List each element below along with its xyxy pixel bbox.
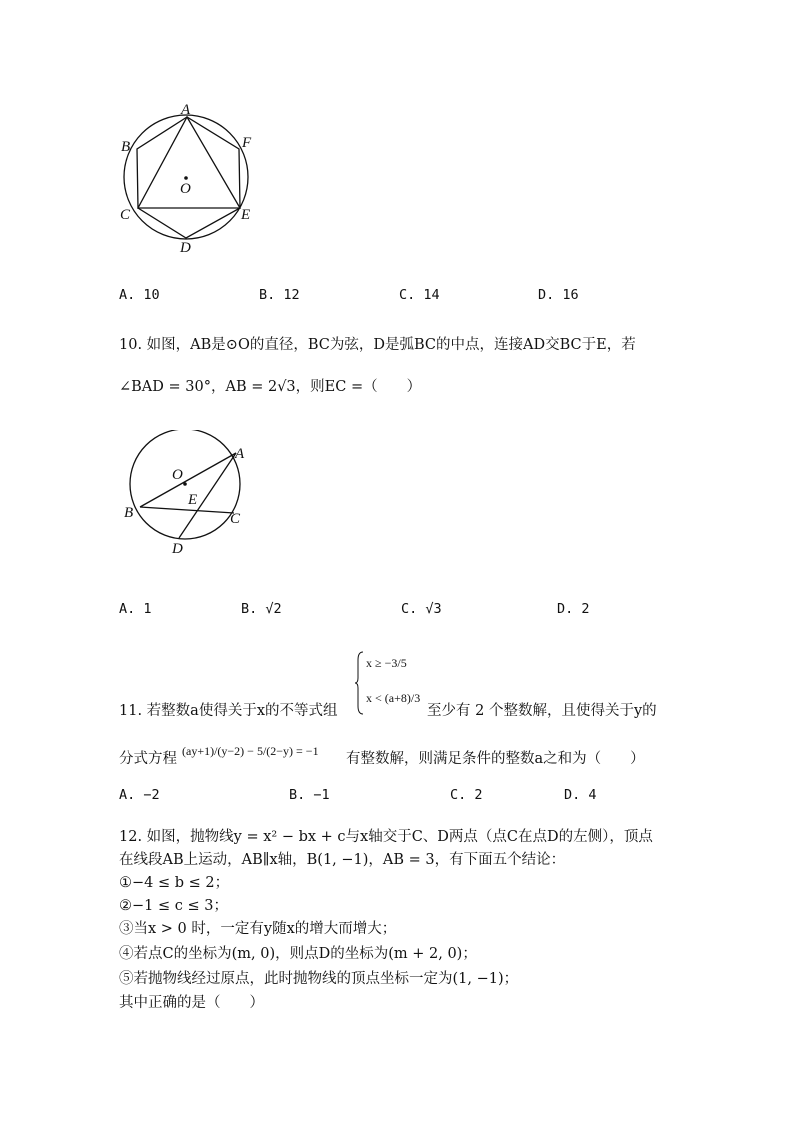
fig10-label-D: D <box>172 541 183 557</box>
figure-q10 <box>115 430 265 560</box>
q10-option-c: C. √3 <box>401 601 442 617</box>
q11-line2-before: 分式方程 <box>119 751 177 767</box>
q11-option-d: D. 4 <box>564 787 597 803</box>
fig9-label-E: E <box>241 207 251 223</box>
q9-option-a: A. 10 <box>119 287 160 303</box>
q11-option-b: B. −1 <box>289 787 330 803</box>
q12-line1: 12. 如图，抛物线y = x² − bx + c与x轴交于C、D两点（点C在点D的左侧），顶点 <box>119 829 653 845</box>
q9-option-b: B. 12 <box>259 287 300 303</box>
q11-line1-after: 至少有 2 个整数解，且使得关于y的 <box>427 703 657 719</box>
q10-option-b: B. √2 <box>241 601 282 617</box>
q10-option-a: A. 1 <box>119 601 152 617</box>
q10-option-d: D. 2 <box>557 601 590 617</box>
figure-q9 <box>105 95 275 260</box>
q12-item3: ③当x > 0 时，一定有y随x的增大而增大； <box>119 921 397 937</box>
q11-system-line2: x < (a+8)/3 <box>366 691 421 705</box>
q11-system-line1: x ≥ −3/5 <box>366 656 407 670</box>
fig10-label-B: B <box>124 505 134 521</box>
fig10-label-E: E <box>188 492 198 508</box>
fig10-label-O: O <box>172 467 183 483</box>
q9-option-c: C. 14 <box>399 287 440 303</box>
q12-item5: ⑤若抛物线经过原点，此时抛物线的顶点坐标一定为(1, −1)； <box>119 971 519 987</box>
fig10-label-A: A <box>235 446 245 462</box>
q11-line2-after: 有整数解，则满足条件的整数a之和为（ ） <box>346 751 645 767</box>
q11-line1-before: 11. 若整数a使得关于x的不等式组 <box>119 703 338 719</box>
fig10-chord-BC <box>140 507 234 513</box>
fig9-label-B: B <box>121 139 131 155</box>
q11-system-brace <box>355 650 365 716</box>
fig9-label-A: A <box>181 102 191 118</box>
fig10-center-dot <box>183 482 187 486</box>
q9-option-d: D. 16 <box>538 287 579 303</box>
q12-item4: ④若点C的坐标为(m, 0)，则点D的坐标为(m + 2, 0)； <box>119 946 477 962</box>
q11-option-c: C. 2 <box>450 787 483 803</box>
fig9-label-O: O <box>180 181 191 197</box>
q12-question: 其中正确的是（ ） <box>119 995 264 1011</box>
q12-line2: 在线段AB上运动，AB∥x轴，B(1, −1)，AB = 3，有下面五个结论： <box>119 852 566 868</box>
q10-line1: 10. 如图，AB是⊙O的直径，BC为弦，D是弧BC的中点，连接AD交BC于E，若 <box>119 337 636 353</box>
q12-item1: ①−4 ≤ b ≤ 2； <box>119 875 230 891</box>
fig9-hexagon <box>137 117 240 238</box>
q10-line2: ∠BAD = 30°，AB = 2√3，则EC =（ ） <box>119 379 422 395</box>
fig9-center-dot <box>184 176 188 180</box>
fig10-label-C: C <box>230 511 241 527</box>
q11-option-a: A. −2 <box>119 787 160 803</box>
q11-equation: (ay+1)/(y−2) − 5/(2−y) = −1 <box>182 744 319 758</box>
fig9-label-D: D <box>180 240 191 256</box>
q12-item2: ②−1 ≤ c ≤ 3； <box>119 898 228 914</box>
fig9-label-C: C <box>120 207 131 223</box>
fig9-label-F: F <box>242 135 252 151</box>
